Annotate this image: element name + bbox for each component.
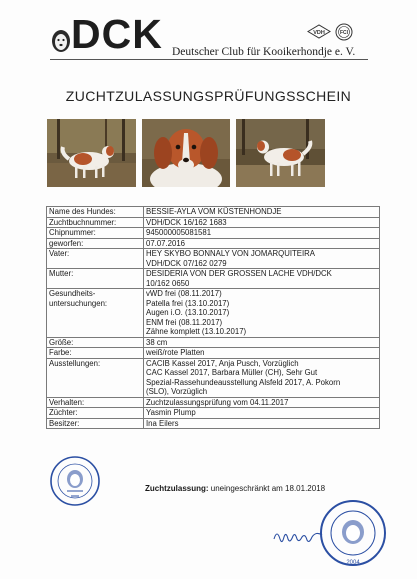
- info-label: [47, 418, 144, 429]
- info-value: [144, 348, 380, 359]
- info-row: [47, 217, 380, 228]
- info-value-line: Patella frei (13.10.2017): [146, 298, 230, 308]
- info-value: [144, 289, 380, 338]
- info-value-line: Augen i.O. (13.10.2017): [146, 308, 230, 317]
- header-divider: [50, 59, 368, 60]
- svg-text:FCI: FCI: [339, 30, 349, 36]
- info-row: [47, 418, 380, 429]
- info-value: [144, 337, 380, 348]
- info-value-line: 38 cm: [146, 337, 168, 347]
- info-label-line: geworfen:: [49, 238, 84, 248]
- signature-image: [272, 525, 324, 549]
- info-label-line: Ausstellungen:: [49, 358, 101, 368]
- info-label-line: Name des Hundes:: [49, 207, 116, 216]
- info-value: [144, 418, 380, 429]
- info-label: [47, 397, 144, 408]
- info-value-line: ENM frei (08.11.2017): [146, 317, 223, 327]
- info-label: [47, 358, 144, 397]
- info-row: [47, 238, 380, 249]
- fci-badge-icon: [335, 23, 353, 41]
- info-value-line: vWD frei (08.11.2017): [146, 289, 222, 298]
- info-value: [144, 249, 380, 269]
- info-label: [47, 337, 144, 348]
- dog-info-table: [46, 206, 380, 429]
- info-label: [47, 408, 144, 419]
- dog-photo-portrait: [142, 119, 230, 187]
- info-label-line: Chipnummer:: [49, 228, 96, 237]
- info-value-line: (SLO), Vorzüglich: [146, 387, 208, 396]
- info-value-line: 10/162 0650: [146, 278, 190, 288]
- info-value: [144, 228, 380, 239]
- info-row: [47, 207, 380, 218]
- info-value-line: Zuchtzulassungsprüfung vom 04.11.2017: [146, 397, 289, 407]
- info-label: [47, 348, 144, 359]
- kooiker-dog-logo-icon: [50, 28, 72, 54]
- info-value: [144, 238, 380, 249]
- dog-photo-standing-side: [236, 119, 325, 187]
- info-row: [47, 348, 380, 359]
- club-name: Deutscher Club für Kooikerhondje e. V.: [172, 46, 356, 58]
- info-label-line: Farbe:: [49, 348, 72, 357]
- info-row: [47, 269, 380, 289]
- info-value-line: HEY SKYBO BONNALY VON JOMARQUITEIRA: [146, 249, 315, 258]
- info-value-line: CACIB Kassel 2017, Anja Pusch, Vorzüglich: [146, 358, 299, 368]
- info-value: [144, 397, 380, 408]
- info-value-line: Ina Eilers: [146, 418, 179, 428]
- info-label-line: Gesundheits-: [49, 289, 96, 298]
- info-label-line: Vater:: [49, 249, 70, 258]
- info-value: [144, 408, 380, 419]
- info-value-line: VDH/DCK 16/162 1683: [146, 217, 227, 227]
- info-row: [47, 408, 380, 419]
- info-label: [47, 289, 144, 338]
- club-seal-right-icon: [318, 498, 388, 568]
- svg-text:2004: 2004: [346, 560, 360, 566]
- info-label: [47, 269, 144, 289]
- info-label-line: Züchter:: [49, 408, 78, 417]
- info-label-line: Besitzer:: [49, 418, 80, 428]
- info-value-line: Spezial-Rassehundeausstellung Alsfeld 2017, A. Pokorn: [146, 377, 341, 387]
- svg-text:VDH: VDH: [313, 29, 325, 36]
- info-value-line: VDH/DCK 07/162 0279: [146, 258, 227, 268]
- info-value: [144, 358, 380, 397]
- info-value-line: Zähne komplett (13.10.2017): [146, 327, 247, 336]
- info-label: [47, 217, 144, 228]
- info-row: [47, 397, 380, 408]
- info-value-line: 07.07.2016: [146, 238, 186, 248]
- info-value-line: DESIDERIA VON DER GROSSEN LACHE VDH/DCK: [146, 269, 332, 278]
- info-value-line: Yasmin Plump: [146, 408, 196, 417]
- info-label-line: Mutter:: [49, 269, 74, 278]
- info-label: [47, 207, 144, 218]
- breeding-approval-text: Zuchtzulassung: uneingeschränkt am 18.01.2018: [145, 484, 326, 493]
- info-value: [144, 217, 380, 228]
- info-row: [47, 249, 380, 269]
- info-label-line: Größe:: [49, 337, 74, 347]
- info-value-line: BESSIE-AYLA VOM KÜSTENHONDJE: [146, 207, 282, 216]
- info-value: [144, 269, 380, 289]
- info-label-line: Verhalten:: [49, 397, 85, 407]
- info-row: [47, 289, 380, 338]
- club-seal-left-icon: [49, 455, 101, 507]
- info-label-line: Zuchtbuchnummer:: [49, 217, 117, 227]
- info-value: [144, 207, 380, 218]
- info-label: [47, 249, 144, 269]
- vdh-badge-icon: [307, 24, 331, 39]
- document-title: ZUCHTZULASSUNGSPRÜFUNGSSCHEIN: [65, 88, 352, 104]
- info-label: [47, 238, 144, 249]
- info-label-line: untersuchungen:: [49, 298, 108, 308]
- info-row: [47, 337, 380, 348]
- info-value-line: CAC Kassel 2017, Barbara Müller (CH), Sehr Gut: [146, 368, 318, 377]
- info-value-line: weiß/rote Platten: [146, 348, 205, 357]
- info-label: [47, 228, 144, 239]
- info-row: [47, 358, 380, 397]
- info-value-line: 945000005081581: [146, 228, 212, 237]
- club-logo-text: DCK: [71, 11, 163, 57]
- info-row: [47, 228, 380, 239]
- dog-photo-standing-forest: [47, 119, 136, 187]
